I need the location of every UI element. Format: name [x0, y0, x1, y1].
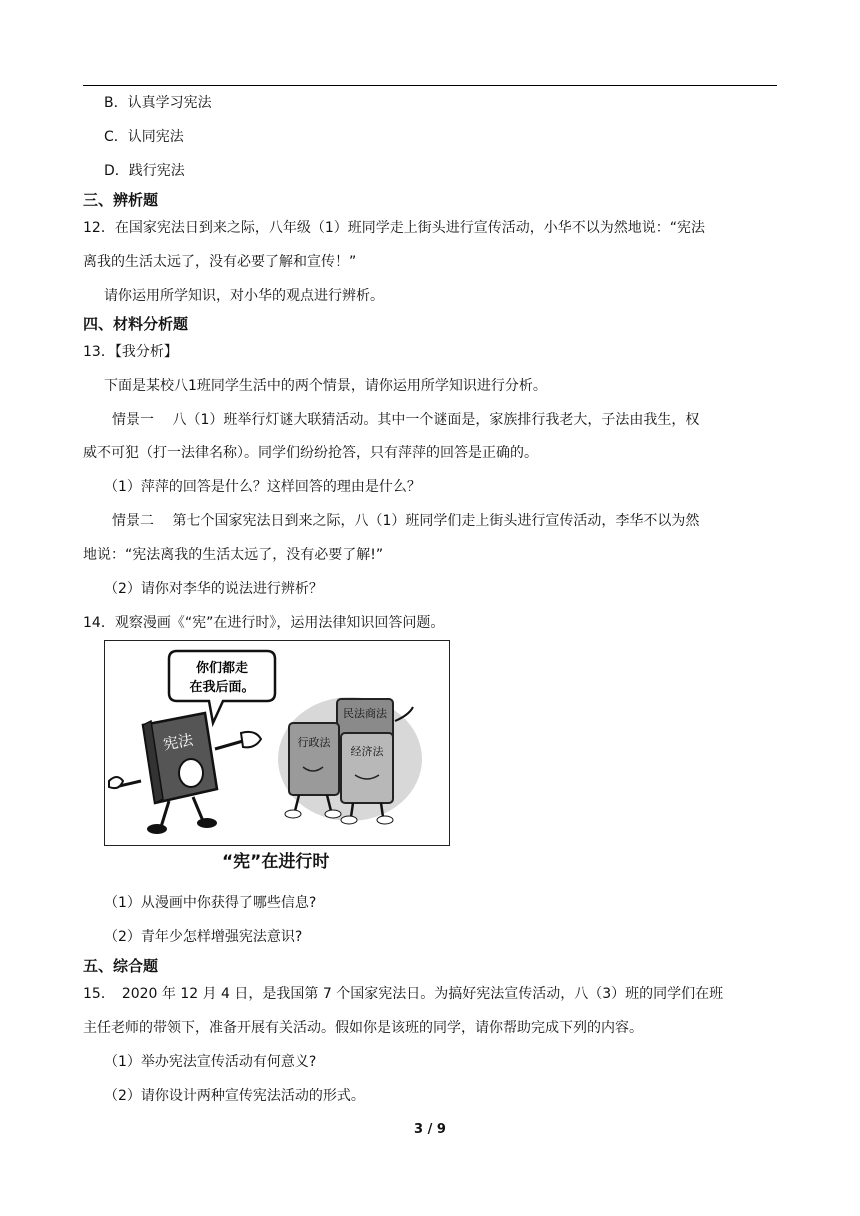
section-heading-material: 四、材料分析题: [83, 315, 189, 333]
question-15-sub1: （1）举办宪法宣传活动有何意义?: [104, 1054, 317, 1070]
question-14-sub1: （1）从漫画中你获得了哪些信息?: [104, 895, 317, 911]
question-12-line2: 离我的生活太远了，没有必要了解和宣传！”: [83, 254, 357, 270]
header-rule: [83, 85, 777, 86]
speech-text-line2: 在我后面。: [189, 680, 255, 695]
question-14-title: 14．观察漫画《“宪”在进行时》，运用法律知识回答问题。: [83, 615, 445, 631]
cartoon-caption: “宪”在进行时: [222, 852, 330, 872]
book-title-econ: 经济法: [350, 745, 384, 758]
option-c: C．认同宪法: [104, 129, 184, 145]
question-13-intro: 下面是某校八1班同学生活中的两个情景，请你运用所学知识进行分析。: [104, 378, 547, 394]
law-books-group: [278, 697, 422, 824]
question-13-sub1: （1）萍萍的回答是什么？这样回答的理由是什么？: [104, 479, 421, 495]
option-d: D．践行宪法: [104, 163, 185, 179]
question-15-line2: 主任老师的带领下，准备开展有关活动。假如你是该班的同学，请你帮助完成下列的内容。: [83, 1020, 643, 1036]
page-number: 3 / 9: [414, 1122, 446, 1137]
question-14-sub2: （2）青年少怎样增强宪法意识?: [104, 929, 303, 945]
speech-text-line1: 你们都走: [195, 661, 249, 676]
question-12-line1: 12．在国家宪法日到来之际，八年级（1）班同学走上街头进行宣传活动，小华不以为然地说：“宪法: [83, 220, 705, 236]
question-15-sub2: （2）请你设计两种宣传宪法活动的形式。: [104, 1088, 365, 1104]
book-title-admin: 行政法: [297, 736, 331, 749]
book-title-civil: 民法商法: [343, 707, 387, 720]
constitution-book-character: [109, 713, 261, 834]
section-heading-analysis: 三、辨析题: [83, 191, 159, 209]
scene2-line2: 地说：“宪法离我的生活太远了，没有必要了解!”: [83, 547, 384, 563]
book-title-main: 宪法: [161, 730, 195, 754]
option-b: B．认真学习宪法: [104, 95, 212, 111]
question-13-title: 13．【我分析】: [83, 344, 178, 360]
question-12-prompt: 请你运用所学知识，对小华的观点进行辨析。: [104, 288, 384, 304]
cartoon-drawing: [105, 641, 448, 844]
question-13-sub2: （2）请你对李华的说法进行辨析？: [104, 581, 323, 597]
scene1-line2: 威不可犯（打一法律名称）。同学们纷纷抢答，只有萍萍的回答是正确的。: [83, 445, 538, 461]
scene1-line1: 情景一 八（1）班举行灯谜大联猜活动。其中一个谜面是，家族排行我老大，子法由我生，权: [112, 412, 700, 428]
cartoon-illustration: [104, 640, 450, 846]
section-heading-comprehensive: 五、综合题: [83, 957, 159, 975]
scene2-line1: 情景二 第七个国家宪法日到来之际，八（1）班同学们走上街头进行宣传活动，李华不以为然: [112, 513, 700, 529]
question-15-line1: 15． 2020 年 12 月 4 日，是我国第 7 个国家宪法日。为搞好宪法宣传活动，八（3）班的同学们在班: [83, 986, 724, 1002]
